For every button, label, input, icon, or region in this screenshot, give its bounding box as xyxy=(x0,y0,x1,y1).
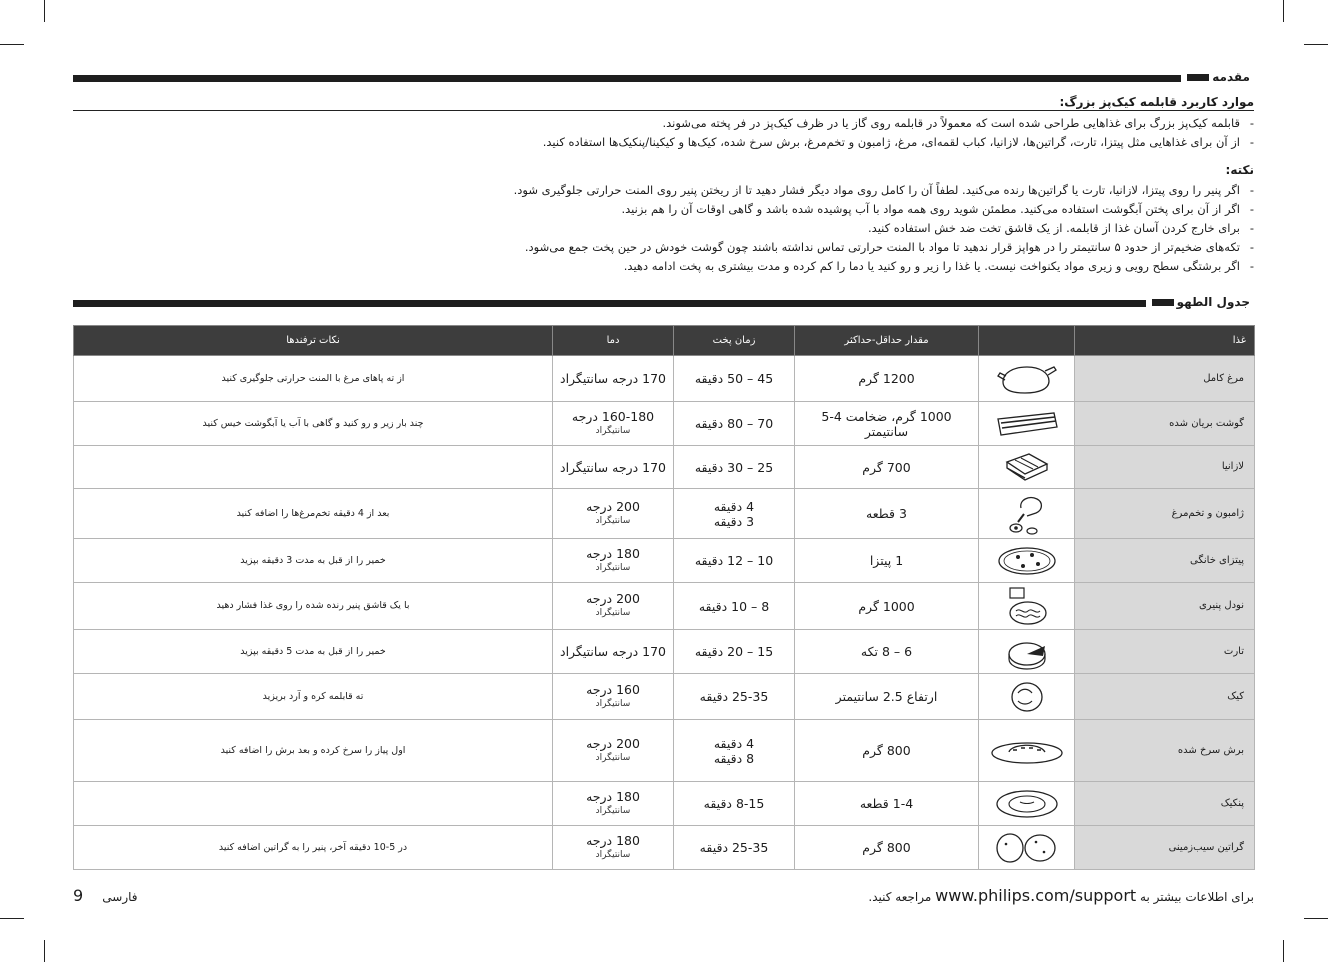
header-amount: مقدار حداقل-حداکثر xyxy=(795,326,979,356)
table-row xyxy=(74,782,1255,826)
table-row xyxy=(74,356,1255,402)
support-link[interactable]: www.philips.com/support xyxy=(935,886,1137,905)
table-row xyxy=(74,489,1255,539)
tips-cell xyxy=(74,446,553,489)
crop-mark xyxy=(0,918,24,919)
temp-value: 200 درجه xyxy=(586,735,640,751)
tips-cell: بعد از 4 دقیقه تخم‌مرغ‌ها را اضافه کنید xyxy=(74,489,553,539)
time-cell: 10 – 12 دقیقه xyxy=(674,539,795,583)
amount-cell: 800 گرم xyxy=(795,720,979,782)
crop-mark xyxy=(1283,940,1284,962)
time-cell: 4 دقیقه 8 دقیقه xyxy=(674,720,795,782)
pancake-icon xyxy=(979,782,1075,826)
table-row xyxy=(74,446,1255,489)
footer-language: فارسی xyxy=(102,890,138,904)
amount-cell: 1000 گرم xyxy=(795,583,979,630)
amount-cell: 1000 گرم، ضخامت 4-5 سانتیمتر xyxy=(795,402,979,446)
food-cell: لازانیا xyxy=(1075,446,1255,489)
temp-value: 170 درجه سانتیگراد xyxy=(560,644,666,659)
note-item: - اگر پنیر را روی پیتزا، لازانیا، تارت یا گراتین‌ها رنده می‌کنید. لطفاً آن را کامل روی مواد دیگر فشار دهید تا از ریختن پنیر روی المنت حرارتی جلوگیری شود. xyxy=(73,181,1256,200)
temp-cell xyxy=(553,356,674,402)
tips-cell: خمیر را از قبل به مدت 3 دقیقه بپزید xyxy=(74,539,553,583)
temp-unit: سانتیگراد xyxy=(595,425,631,436)
temp-cell xyxy=(553,674,674,720)
temp-unit: سانتیگراد xyxy=(595,608,631,618)
tips-cell: ته قابلمه کره و آرد بریزید xyxy=(74,674,553,720)
crop-mark xyxy=(1283,0,1284,22)
temp-cell xyxy=(553,782,674,826)
temp-cell xyxy=(553,583,674,630)
footer-text-before: برای اطلاعات بیشتر به xyxy=(1140,890,1254,904)
time-cell: 15 – 20 دقیقه xyxy=(674,630,795,674)
table-row xyxy=(74,402,1255,446)
temp-cell xyxy=(553,539,674,583)
temp-value: 170 درجه سانتیگراد xyxy=(560,371,666,386)
header-food: غذا xyxy=(1075,326,1255,356)
table-row xyxy=(74,674,1255,720)
tips-cell: اول پیاز را سرخ کرده و بعد برش را اضافه کنید xyxy=(74,720,553,782)
time-cell: 45 – 50 دقیقه xyxy=(674,356,795,402)
cooking-table xyxy=(73,325,1255,870)
amount-cell: 1-4 قطعه xyxy=(795,782,979,826)
temp-value: 200 درجه xyxy=(586,498,640,514)
crop-mark xyxy=(1304,44,1328,45)
tart-icon xyxy=(979,630,1075,674)
roast-meat-icon xyxy=(979,402,1075,446)
time-cell: 70 – 80 دقیقه xyxy=(674,402,795,446)
intro-list xyxy=(73,114,1256,152)
lasagna-icon xyxy=(979,446,1075,489)
temp-value: 160 درجه xyxy=(586,681,640,697)
note-item: - اگر برشتگی سطح رویی و زیری مواد یکنواخت نیست. یا غذا را زیر و رو کنید یا دما را کم کرده و مدت بیشتری به پخت ادامه دهید. xyxy=(73,257,1256,276)
tips-cell: چند بار زیر و رو کنید و گاهی با آب یا آبگوشت خیس کنید xyxy=(74,402,553,446)
intro-item: - از آن برای غذاهایی مثل پیتزا، تارت، گراتین‌ها، لازانیا، کباب لقمه‌ای، مرغ، ژامبون و تخم‌مرغ، برش سرخ شده، کیک‌ها و کیکینا/پنکیک‌ها استفاده کنید. xyxy=(73,133,1256,152)
temp-value: 200 درجه xyxy=(586,591,640,606)
temp-value: 180 درجه xyxy=(586,545,640,561)
footer-support-text xyxy=(868,886,1254,905)
amount-cell: 700 گرم xyxy=(795,446,979,489)
footer-text-after: مراجعه کنید. xyxy=(868,890,932,904)
food-cell: گوشت بریان شده xyxy=(1075,402,1255,446)
temp-unit: سانتیگراد xyxy=(595,515,631,526)
header-icon xyxy=(979,326,1075,356)
time-cell: 8-15 دقیقه xyxy=(674,782,795,826)
temp-unit: سانتیگراد xyxy=(595,752,631,763)
tips-cell: از ته پاهای مرغ با المنت حرارتی جلوگیری کنید xyxy=(74,356,553,402)
temp-cell xyxy=(553,489,674,539)
temp-unit: سانتیگراد xyxy=(595,698,631,709)
page-number: 9 xyxy=(73,886,84,905)
table-row xyxy=(74,826,1255,870)
temp-unit: سانتیگراد xyxy=(595,805,631,816)
chicken-icon xyxy=(979,356,1075,402)
temp-cell xyxy=(553,446,674,489)
header-tips: نکات ترفندها xyxy=(74,326,553,356)
table-row xyxy=(74,720,1255,782)
temp-cell xyxy=(553,720,674,782)
table-row xyxy=(74,630,1255,674)
tips-cell: خمیر را از قبل به مدت 5 دقیقه بپزید xyxy=(74,630,553,674)
note-heading: نکته: xyxy=(1225,163,1254,177)
time-cell: 4 دقیقه 3 دقیقه xyxy=(674,489,795,539)
food-cell: برش سرخ شده xyxy=(1075,720,1255,782)
food-cell: گراتین سیب‌زمینی xyxy=(1075,826,1255,870)
ham-egg-icon xyxy=(979,489,1075,539)
notes-list xyxy=(73,181,1256,276)
temp-value: 160-180 درجه xyxy=(571,408,655,424)
food-cell: پیتزای خانگی xyxy=(1075,539,1255,583)
note-item: - اگر از آن برای پختن آبگوشت استفاده می‌کنید. مطمئن شوید روی همه مواد با آب پوشیده شده باشد و گاهی اوقات آن را هم بزنید. xyxy=(73,200,1256,219)
food-cell: ژامبون و تخم‌مرغ xyxy=(1075,489,1255,539)
potato-gratin-icon xyxy=(979,826,1075,870)
tips-cell: با یک قاشق پنیر رنده شده را روی غذا فشار دهید xyxy=(74,583,553,630)
amount-cell: 1 پیتزا xyxy=(795,539,979,583)
fried-dish-icon xyxy=(979,720,1075,782)
temp-cell xyxy=(553,402,674,446)
pizza-icon xyxy=(979,539,1075,583)
table-section-bar xyxy=(73,295,1254,309)
temp-cell xyxy=(553,630,674,674)
temp-value: 180 درجه xyxy=(586,832,640,848)
crop-mark xyxy=(44,940,45,962)
food-cell: تارت xyxy=(1075,630,1255,674)
tips-cell: در 5-10 دقیقه آخر، پنیر را به گراتین اضافه کنید xyxy=(74,826,553,870)
food-cell: پنکیک xyxy=(1075,782,1255,826)
temp-cell xyxy=(553,826,674,870)
food-cell: مرغ کامل xyxy=(1075,356,1255,402)
header-temp: دما xyxy=(553,326,674,356)
amount-cell: 1200 گرم xyxy=(795,356,979,402)
table-section-heading: جدول الطهو xyxy=(1146,294,1254,310)
intro-section-bar xyxy=(73,70,1254,84)
crop-mark xyxy=(1304,918,1328,919)
amount-cell: 6 – 8 تکه xyxy=(795,630,979,674)
cake-icon xyxy=(979,674,1075,720)
time-cell: 25-35 دقیقه xyxy=(674,826,795,870)
amount-cell: 3 قطعه xyxy=(795,489,979,539)
title-divider xyxy=(73,110,1254,111)
temp-value: 170 درجه سانتیگراد xyxy=(560,459,666,475)
temp-unit: سانتیگراد xyxy=(595,849,631,860)
tips-cell xyxy=(74,782,553,826)
time-cell: 25 – 30 دقیقه xyxy=(674,446,795,489)
noodle-icon xyxy=(979,583,1075,630)
amount-cell: 800 گرم xyxy=(795,826,979,870)
time-cell: 8 – 10 دقیقه xyxy=(674,583,795,630)
time-cell: 25-35 دقیقه xyxy=(674,674,795,720)
amount-cell: ارتفاع 2.5 سانتیمتر xyxy=(795,674,979,720)
table-row xyxy=(74,539,1255,583)
intro-section-heading: مقدمه xyxy=(1181,69,1254,85)
crop-mark xyxy=(44,0,45,22)
temp-unit: سانتیگراد xyxy=(595,562,631,573)
note-item: - برای خارج کردن آسان غذا از قابلمه. از یک قاشق تخت ضد خش استفاده کنید. xyxy=(73,219,1256,238)
page-title: موارد کاربرد قابلمه کیک‌پز بزرگ: xyxy=(1059,95,1254,109)
intro-item: - قابلمه کیک‌پز بزرگ برای غذاهایی طراحی شده است که معمولاً در قابلمه روی گاز یا در ظرف کیک‌پز در فر پخته می‌شوند. xyxy=(73,114,1256,133)
table-row xyxy=(74,583,1255,630)
food-cell: نودل پنیری xyxy=(1075,583,1255,630)
food-cell: کیک xyxy=(1075,674,1255,720)
temp-value: 180 درجه xyxy=(586,788,640,804)
note-item: - تکه‌های ضخیم‌تر از حدود ۵ سانتیمتر را در هواپز قرار ندهید تا مواد با المنت حرارتی تماس نداشته باشند چون گوشت خودش در حین پخت جمع می‌شود. xyxy=(73,238,1256,257)
crop-mark xyxy=(0,44,24,45)
footer-page xyxy=(73,886,138,905)
table-header-row xyxy=(74,326,1255,356)
header-time: زمان پخت xyxy=(674,326,795,356)
